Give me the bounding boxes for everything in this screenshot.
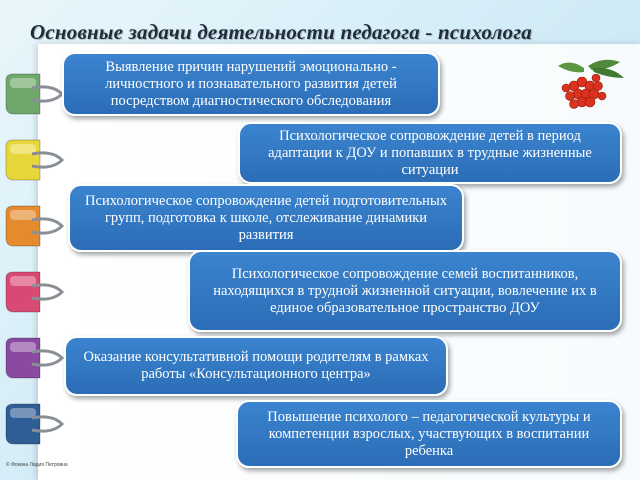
- slide-title: Основные задачи деятельности педагога - психолога: [30, 20, 532, 44]
- task-box-6: Повышение психолого – педагогической культуры и компетенции взрослых, участвующих в воспитании ребенка: [236, 400, 622, 468]
- copyright-note: © Фокина Лидия Петровна: [6, 462, 68, 468]
- task-box-3: Психологическое сопровождение детей подготовительных групп, подготовка к школе, отслеживание динамики развития: [68, 184, 464, 252]
- task-box-5: Оказание консультативной помощи родителям в рамках работы «Консультационного центра»: [64, 336, 448, 396]
- binder-tabs: [0, 44, 70, 480]
- task-box-2: Психологическое сопровождение детей в период адаптации к ДОУ и попавших в трудные жизненные ситуации: [238, 122, 622, 184]
- task-box-4: Психологическое сопровождение семей воспитанников, находящихся в трудной жизненной ситуации, вовлечение их в единое образовательное пространство ДОУ: [188, 250, 622, 332]
- task-box-1: Выявление причин нарушений эмоционально - личностного и познавательного развития детей посредством диагностического обследования: [62, 52, 440, 116]
- rowan-berry-icon: [548, 56, 628, 116]
